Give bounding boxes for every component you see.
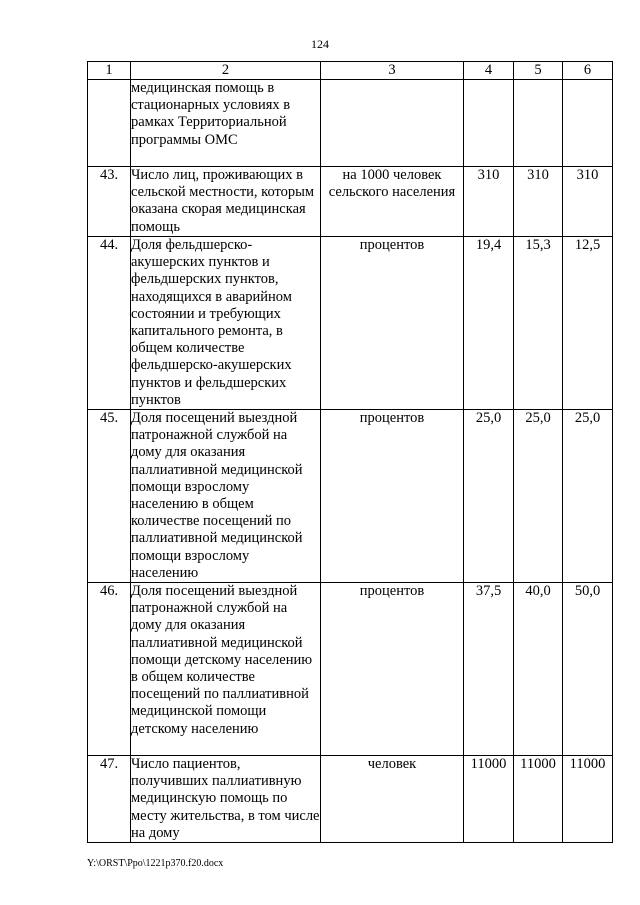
indicator-name: медицинская помощь в стационарных условиях в рамках Территориальной программы ОМС — [131, 80, 321, 167]
page-number: 124 — [311, 37, 329, 51]
unit-cell: процентов — [321, 410, 464, 583]
table-row — [88, 756, 613, 843]
unit-cell — [321, 80, 464, 167]
value-cell — [464, 80, 514, 167]
indicator-name: Доля посещений выездной патронажной службой на дому для оказания паллиативной медицинской помощи детскому населению в общем количестве посещений по паллиативной медицинской помощи детскому населению — [131, 583, 321, 756]
unit-cell: человек — [321, 756, 464, 843]
row-number: 46. — [88, 583, 131, 756]
indicator-name: Число пациентов, получивших паллиативную медицинскую помощь по месту жительства, в том числе на дому — [131, 756, 320, 841]
unit-cell: на 1000 человек сельского населения — [321, 167, 464, 237]
row-number — [88, 80, 131, 167]
value-cell: 310 — [563, 167, 613, 237]
table-row — [88, 80, 613, 167]
row-number: 45. — [88, 410, 131, 583]
column-header: 6 — [563, 62, 613, 80]
column-header: 5 — [514, 62, 563, 80]
value-cell: 40,0 — [514, 583, 563, 756]
column-header: 4 — [464, 62, 514, 80]
table-row — [88, 410, 613, 583]
table-header-row — [88, 62, 613, 80]
unit-cell: процентов — [321, 583, 464, 756]
indicator-name: Доля фельдшерско-акушерских пунктов и фельдшерских пунктов, находящихся в аварийном состоянии и требующих капитального ремонта, в общем количестве фельдшерско-акушерских пунктов и фельдшерских пунктов — [131, 237, 321, 410]
indicator-name: Число лиц, проживающих в сельской местности, которым оказана скорая медицинская помощь — [131, 167, 321, 237]
indicator-name: Доля посещений выездной патронажной службой на дому для оказания паллиативной медицинской помощи взрослому населению в общем количестве посещений по паллиативной медицинской помощи взрослому населению — [131, 410, 321, 583]
value-cell: 12,5 — [563, 237, 613, 410]
row-number: 44. — [88, 237, 131, 410]
file-path-footer: Y:\ORST\Ppo\1221p370.f20.docx — [87, 858, 224, 869]
table-row — [88, 237, 613, 410]
value-cell: 310 — [514, 167, 563, 237]
column-header: 1 — [88, 62, 131, 80]
unit-cell: процентов — [321, 237, 464, 410]
value-cell — [563, 80, 613, 167]
value-cell: 19,4 — [464, 237, 514, 410]
table-row — [88, 583, 613, 756]
value-cell: 25,0 — [514, 410, 563, 583]
table-row — [88, 167, 613, 237]
value-cell: 50,0 — [563, 583, 613, 756]
value-cell — [514, 80, 563, 167]
value-cell: 37,5 — [464, 583, 514, 756]
column-header: 2 — [131, 62, 321, 80]
indicators-table — [87, 61, 613, 843]
value-cell: 25,0 — [464, 410, 514, 583]
value-cell: 25,0 — [563, 410, 613, 583]
value-cell: 15,3 — [514, 237, 563, 410]
row-number: 47. — [88, 756, 131, 843]
row-number: 43. — [88, 167, 131, 237]
value-cell: 310 — [464, 167, 514, 237]
value-cell: 11000 — [464, 756, 514, 843]
value-cell: 11000 — [563, 756, 613, 843]
column-header: 3 — [321, 62, 464, 80]
value-cell: 11000 — [514, 756, 563, 843]
